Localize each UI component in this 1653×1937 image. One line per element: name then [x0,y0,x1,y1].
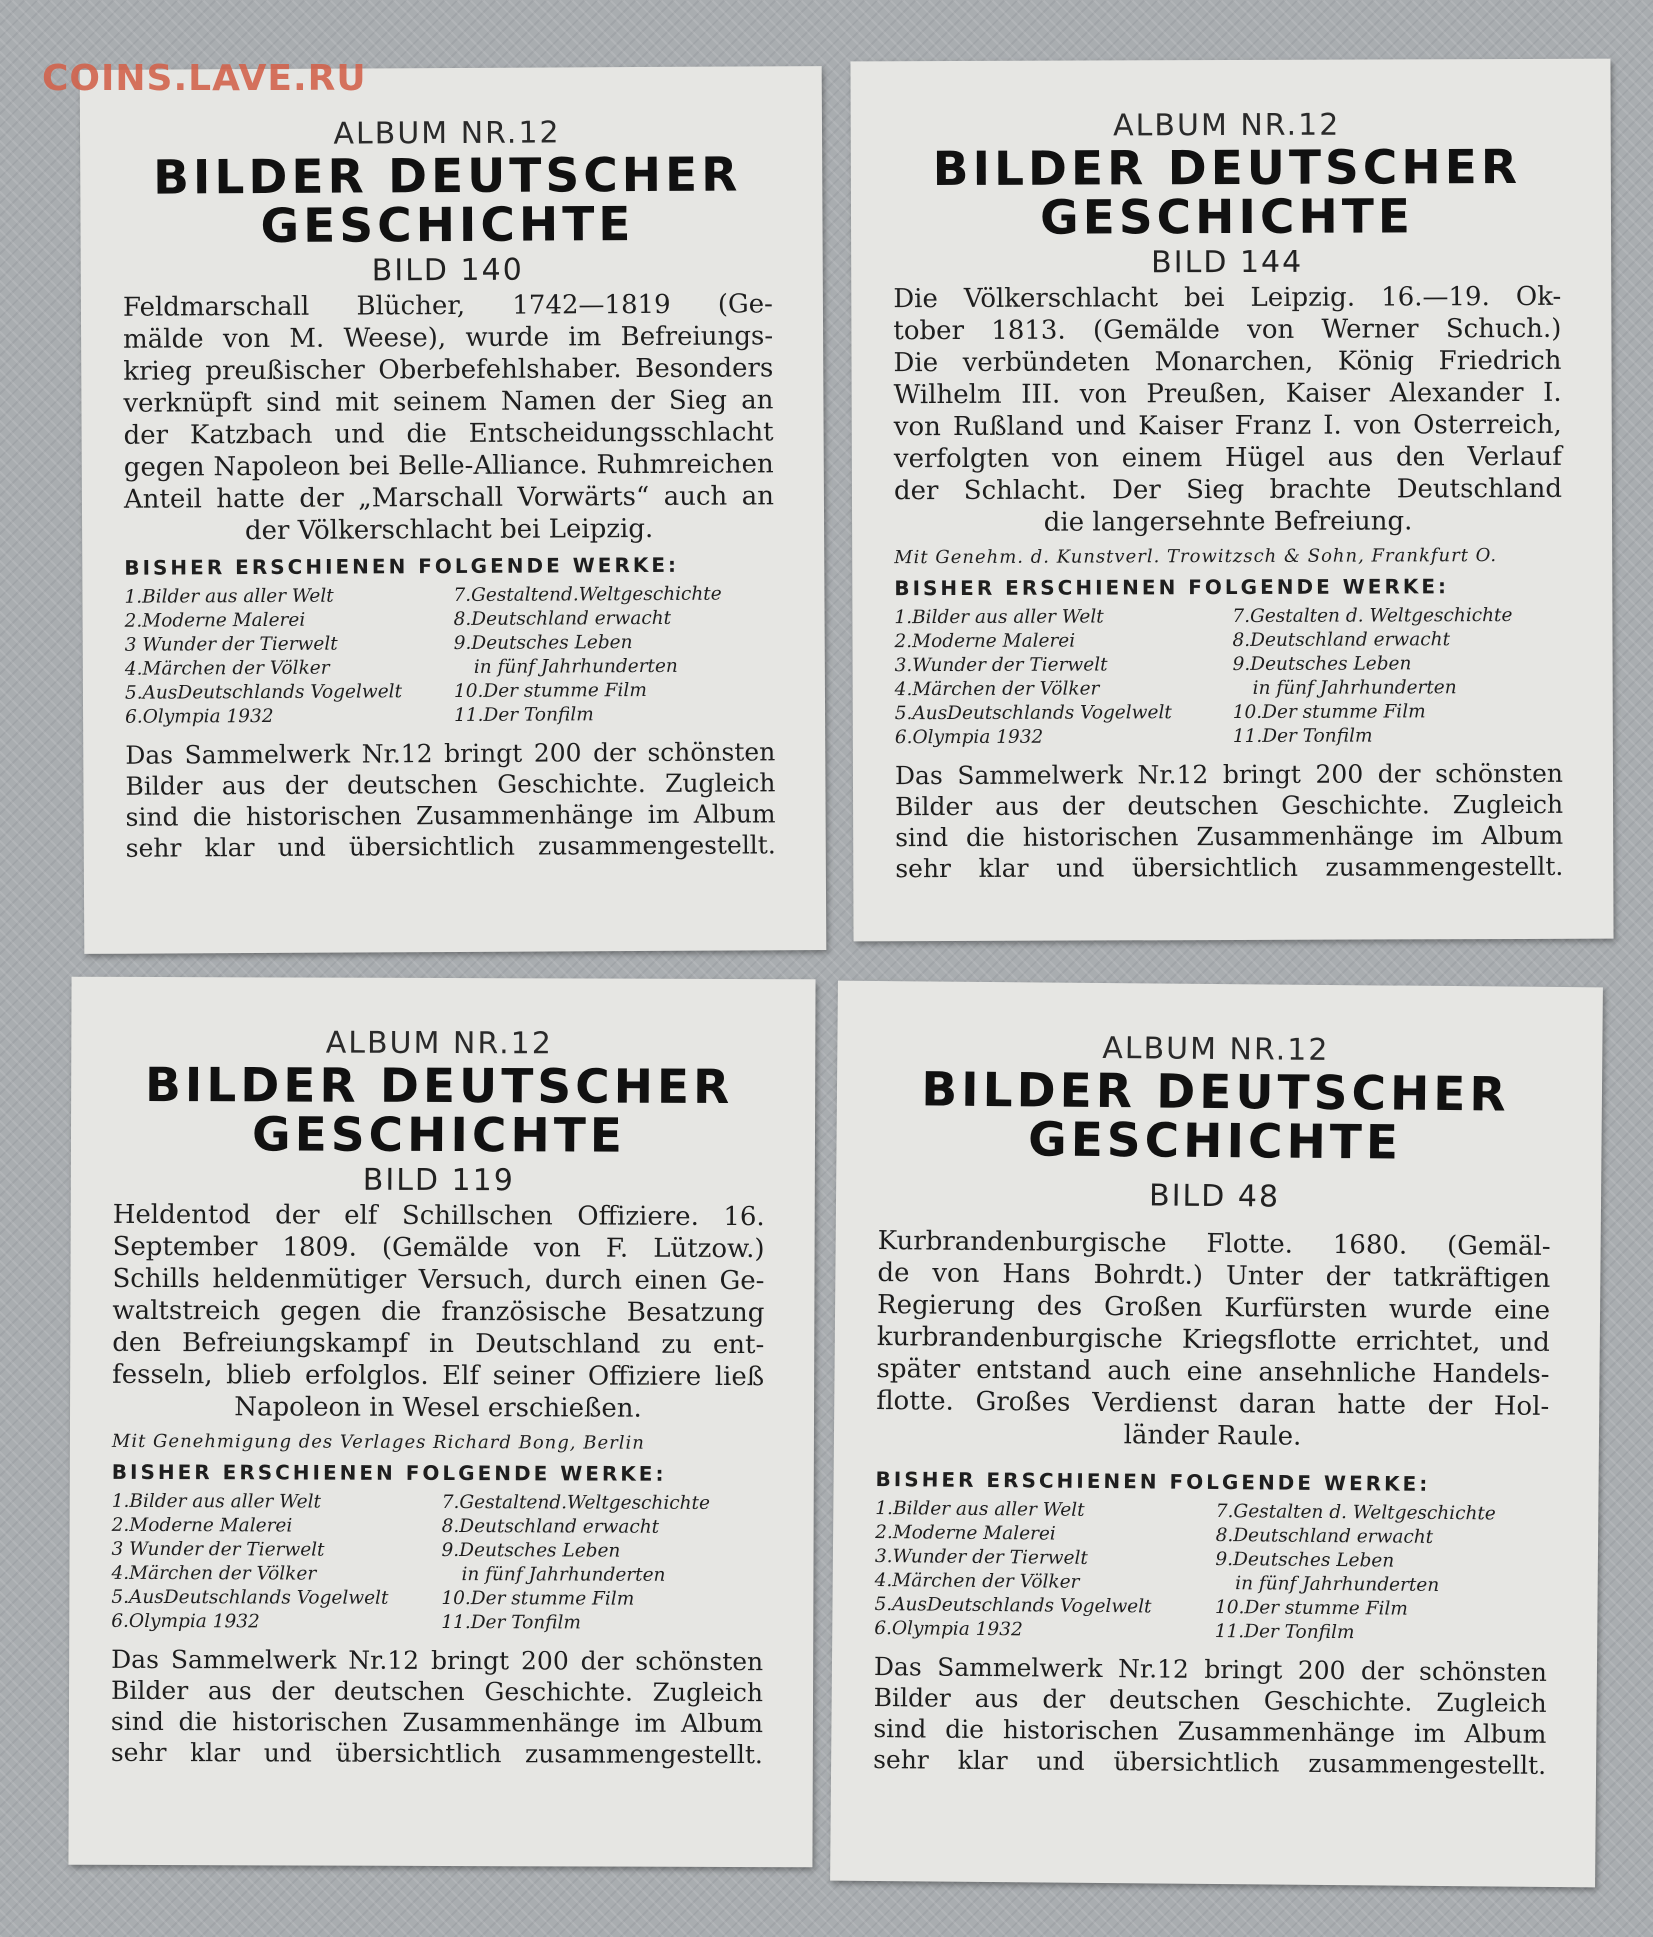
work-item: 8.Deutschland erwacht [441,1515,660,1538]
description [112,1199,765,1425]
work-item: 8.Deutschland erwacht [1232,629,1451,651]
album-number: ALBUM NR.12 [333,115,561,152]
collection-note [111,1644,763,1770]
collection-note-line: sehr klar und übersichtlich zusammengestellt. [125,830,776,863]
work-item: 8.Deutschland erwacht [453,607,672,630]
work-item: 7.Gestaltend.Weltgeschichte [441,1491,710,1514]
collection-note-line: Das Sammelwerk Nr.12 bringt 200 der schönsten [873,1652,1548,1687]
collection-note-line: sehr klar und übersichtlich zusammengestellt. [110,1737,763,1770]
works-column-right [453,582,775,728]
works-list [874,1497,1548,1647]
description-line: Regierung des Großen Kurfürsten wurde eine [876,1290,1551,1326]
work-item: 10.Der stumme Film [1214,1596,1408,1620]
work-item: 1.Bilder aus aller Welt [111,1490,322,1513]
collection-note-line: Bilder aus der deutschen Geschichte. Zugleich [111,1675,764,1708]
description-line: flotte. Großes Verdienst daran hatte der Hol- [876,1386,1550,1422]
work-item: in fünf Jahrhunderten [1252,677,1457,699]
works-heading: BISHER ERSCHIENEN FOLGENDE WERKE: [124,552,680,580]
collection-note-line: sehr klar und übersichtlich zusammengestellt. [895,851,1564,884]
work-item: 6.Olympia 1932 [894,726,1044,749]
work-item: 1.Bilder aus aller Welt [875,1498,1085,1521]
work-item: 7.Gestalten d. Weltgeschichte [1232,605,1513,627]
trading-card-bild-48 [830,981,1603,1888]
description-line: Heldentod der elf Schillschen Offiziere. 16. [112,1199,765,1233]
work-item: 9.Deutsches Leben [453,632,633,654]
collection-note-line: sind die historischen Zusammenhänge im Album [873,1714,1547,1749]
series-title-line-2: GESCHICHTE [260,197,635,255]
work-item: 4.Märchen der Völker [124,657,330,680]
description-line: mälde von M. Weese), wurde im Befreiungs- [123,321,774,355]
description-line: gegen Napoleon bei Belle-Alliance. Ruhmreichen [123,449,774,483]
work-item: 4.Märchen der Völker [894,678,1100,701]
description-line: länder Raule. [1123,1420,1302,1452]
watermark-text: COINS.LAVE.RU [42,58,367,99]
work-item: 11.Der Tonfilm [1232,725,1373,747]
description-line: von Rußland und Kaiser Franz I. von Osterreich, [893,409,1562,443]
picture-number: BILD 119 [362,1162,515,1199]
collection-note-line: Das Sammelwerk Nr.12 bringt 200 der schönsten [125,737,776,770]
description [876,1225,1551,1455]
permission-note: Mit Genehm. d. Kunstverl. Trowitzsch & Sohn, Frankfurt O. [894,545,1498,569]
works-column-left [894,605,1225,750]
picture-number: BILD 144 [1151,244,1304,281]
work-item: 10.Der stumme Film [1232,701,1426,723]
work-item: in fünf Jahrhunderten [473,655,678,678]
work-item: 5.AusDeutschlands Vogelwelt [874,1594,1152,1618]
description-line: Feldmarschall Blücher, 1742—1819 (Ge- [122,289,774,323]
work-item: 6.Olympia 1932 [125,705,274,728]
description-line: den Befreiungskampf in Deutschland zu ent- [112,1327,765,1361]
collection-note-line: Bilder aus der deutschen Geschichte. Zugleich [895,789,1564,822]
works-column-right [1232,604,1563,749]
work-item: 4.Märchen der Völker [874,1570,1080,1593]
work-item: 4.Märchen der Völker [111,1562,317,1585]
trading-card-bild-119 [68,977,815,1868]
work-item: 7.Gestaltend.Weltgeschichte [453,583,722,606]
description-line: kurbrandenburgische Kriegsflotte errichtet, und [876,1322,1550,1358]
work-item: 10.Der stumme Film [453,679,647,702]
collection-note [895,758,1563,884]
works-heading: BISHER ERSCHIENEN FOLGENDE WERKE: [875,1467,1431,1496]
work-item: 9.Deutsches Leben [1215,1548,1395,1572]
work-item: 7.Gestalten d. Weltgeschichte [1215,1500,1496,1525]
description-line: September 1809. (Gemälde von F. Lützow.) [112,1231,765,1265]
series-title-line-2: GESCHICHTE [1027,1112,1403,1171]
work-item: 6.Olympia 1932 [874,1618,1023,1641]
description-line: de von Hans Bohrdt.) Unter der tatkräftigen [877,1258,1551,1294]
description-line: der Völkerschlacht bei Leipzig. [244,513,654,547]
description-line: tober 1813. (Gemälde von Werner Schuch.) [893,313,1562,347]
collection-note-line: sind die historischen Zusammenhänge im Album [110,1706,763,1739]
work-item: 10.Der stumme Film [441,1587,635,1610]
description-line: krieg preußischer Oberbefehlshaber. Besonders [123,353,774,387]
permission-note: Mit Genehmigung des Verlages Richard Bong, Berlin [111,1430,645,1454]
description-line: waltstreich gegen die französische Besatzung [112,1295,765,1329]
description [123,288,774,547]
collection-note-line: sind die historischen Zusammenhänge im Album [895,820,1564,853]
series-title-line-1: BILDER DEUTSCHER [921,1062,1510,1123]
works-list [124,582,775,729]
work-item: 3 Wunder der Tierwelt [111,1538,325,1561]
description-line: die langersehnte Befreiung. [1043,506,1413,538]
trading-card-bild-144 [850,59,1613,942]
description-line: der Katzbach und die Entscheidungsschlacht [123,417,774,451]
work-item: in fünf Jahrhunderten [1235,1573,1440,1596]
work-item: 1.Bilder aus aller Welt [894,606,1104,629]
description-line: der Schlacht. Der Sieg brachte Deutschland [893,473,1563,507]
work-item: 6.Olympia 1932 [111,1610,260,1633]
works-column-left [124,584,446,730]
work-item: 2.Moderne Malerei [124,609,306,632]
work-item: 11.Der Tonfilm [1214,1620,1355,1644]
album-number: ALBUM NR.12 [1102,1030,1330,1068]
description-line: Die Völkerschlacht bei Leipzig. 16.—19. Ok- [893,281,1562,315]
work-item: 11.Der Tonfilm [441,1611,582,1634]
work-item: 2.Moderne Malerei [875,1522,1056,1545]
works-column-left [874,1497,1208,1644]
collection-note-line: Das Sammelwerk Nr.12 bringt 200 der schönsten [894,758,1564,791]
description-line: später entstand auch eine ansehnliche Handels- [876,1354,1550,1390]
description [893,281,1562,539]
work-item: 5.AusDeutschlands Vogelwelt [894,702,1172,725]
work-item: 2.Moderne Malerei [894,630,1076,653]
work-item: 5.AusDeutschlands Vogelwelt [124,681,403,704]
work-item: 8.Deutschland erwacht [1215,1524,1434,1548]
work-item: 1.Bilder aus aller Welt [124,585,334,608]
collection-note [125,736,776,863]
work-item: 5.AusDeutschlands Vogelwelt [111,1586,389,1609]
picture-number: BILD 48 [1148,1178,1281,1215]
works-heading: BISHER ERSCHIENEN FOLGENDE WERKE: [111,1459,667,1486]
collection-note [873,1651,1547,1781]
series-title-line-2: GESCHICHTE [251,1107,627,1164]
description-line: Kurbrandenburgische Flotte. 1680. (Gemäl- [877,1226,1551,1262]
series-title-line-1: BILDER DEUTSCHER [144,1057,734,1116]
works-heading: BISHER ERSCHIENEN FOLGENDE WERKE: [894,574,1450,601]
description-line: Anteil hatte der „Marschall Vorwärts“ auch an [123,481,775,515]
description-line: verknüpft sind mit seinem Namen der Sieg an [123,385,774,419]
album-number: ALBUM NR.12 [325,1025,553,1062]
collection-note-line: sehr klar und übersichtlich zusammengestellt. [873,1745,1547,1780]
description-line: Wilhelm III. von Preußen, Kaiser Alexander I. [893,377,1562,411]
work-item: 3 Wunder der Tierwelt [124,633,338,656]
description-line: Napoleon in Wesel erschießen. [234,1392,642,1424]
works-column-right [441,1491,764,1636]
collection-note-line: sind die historischen Zusammenhänge im Album [125,799,776,832]
work-item: 3.Wunder der Tierwelt [874,1546,1088,1569]
album-number: ALBUM NR.12 [1113,107,1341,144]
description-line: Die verbündeten Monarchen, König Friedrich [893,345,1562,379]
work-item: in fünf Jahrhunderten [461,1564,666,1586]
description-line: Schills heldenmütiger Versuch, durch einen Ge- [112,1263,765,1297]
works-list [894,604,1562,750]
work-item: 9.Deutsches Leben [441,1539,621,1562]
collection-note-line: Das Sammelwerk Nr.12 bringt 200 der schönsten [111,1644,764,1677]
work-item: 2.Moderne Malerei [111,1514,293,1537]
series-title-line-2: GESCHICHTE [1039,189,1415,246]
works-list [111,1490,763,1636]
collection-note-line: Bilder aus der deutschen Geschichte. Zugleich [873,1683,1547,1718]
works-column-left [111,1490,434,1635]
collection-note-line: Bilder aus der deutschen Geschichte. Zugleich [125,768,776,801]
description-line: fesseln, blieb erfolglos. Elf seiner Offiziere ließ [112,1359,765,1393]
series-title-line-1: BILDER DEUTSCHER [152,147,742,206]
description-line: verfolgten von einem Hügel aus den Verlauf [893,441,1562,475]
picture-number: BILD 140 [371,252,524,289]
work-item: 9.Deutsches Leben [1232,653,1412,675]
trading-card-bild-140 [80,66,827,954]
work-item: 11.Der Tonfilm [454,704,594,726]
works-column-right [1215,1500,1549,1647]
series-title-line-1: BILDER DEUTSCHER [932,139,1522,198]
work-item: 3.Wunder der Tierwelt [894,654,1108,677]
